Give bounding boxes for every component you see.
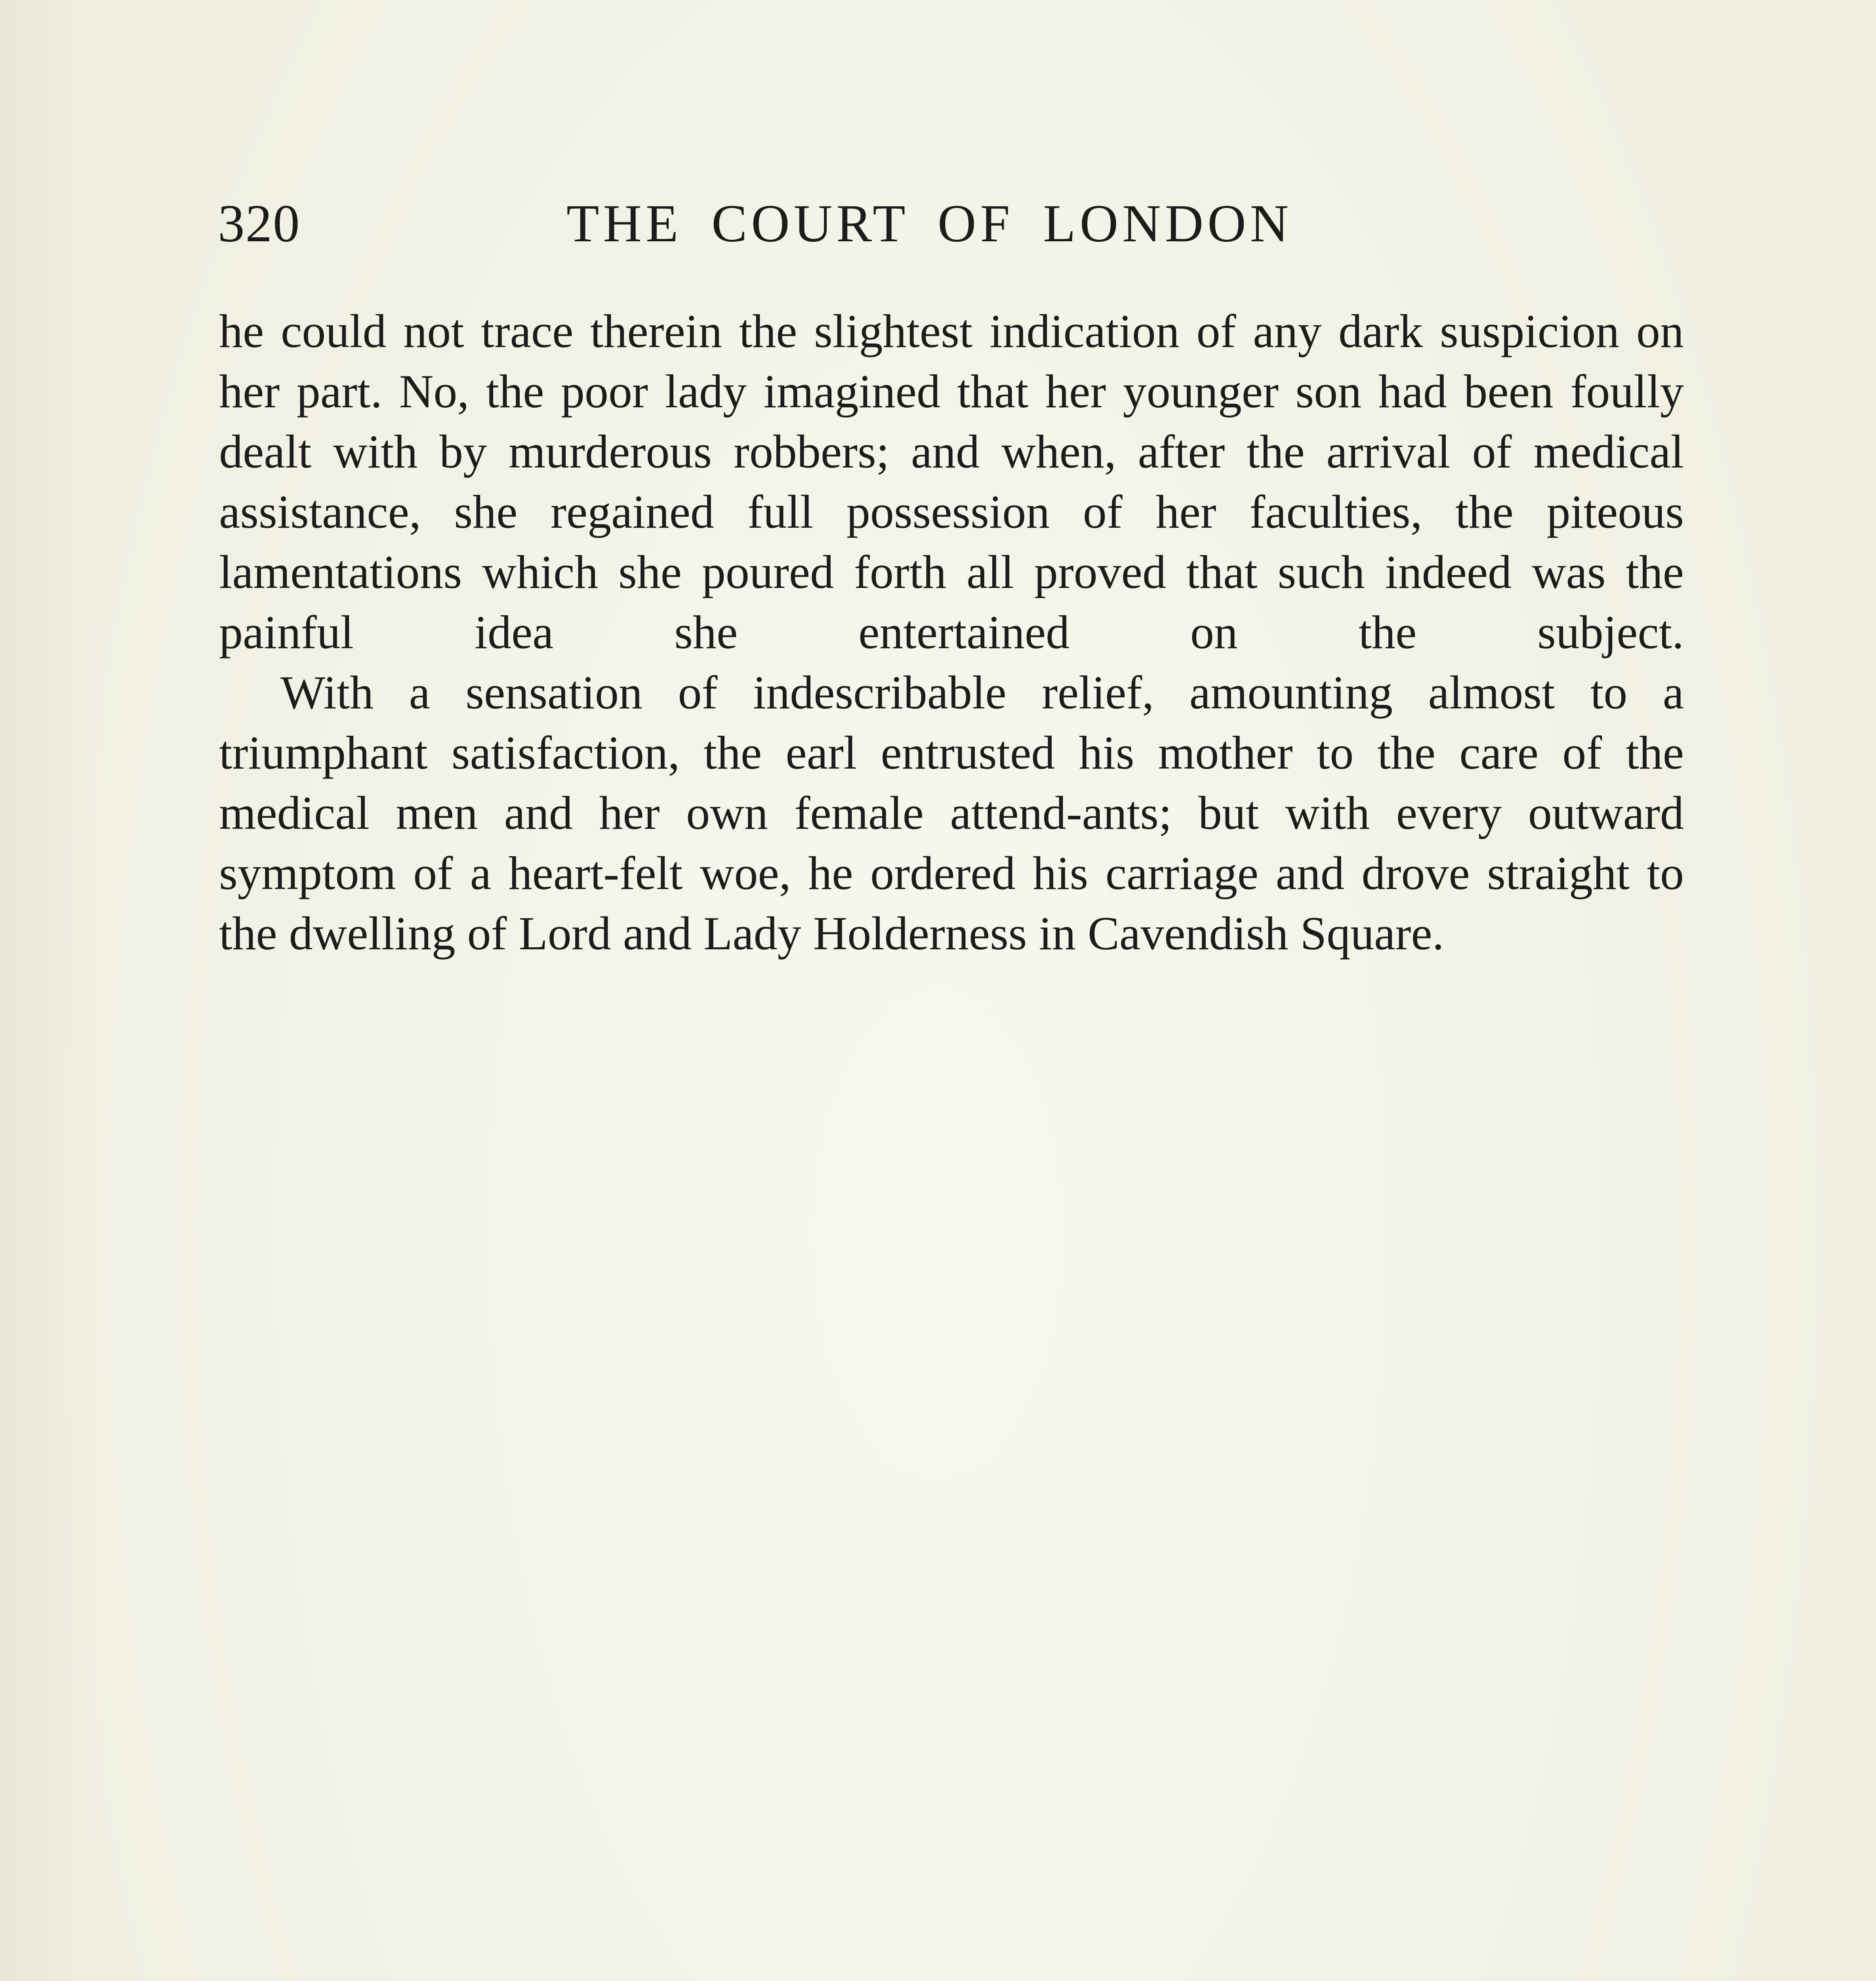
body-text (219, 301, 1684, 964)
running-title: THE COURT OF LONDON (566, 194, 1293, 253)
paragraph-earl-relief: With a sensation of indescribable relief, amounting almost to a triumphant satisfaction, the earl entrusted his mother to the care of the medical men and her own female attend-ants; but with every outward symptom of a heart-felt woe, he ordered his carriage and drove straight to the dwelling of Lord and Lady Holderness in Cavendish Square. (219, 666, 1684, 960)
paragraph-continued: he could not trace therein the slightest indication of any dark suspicion on her part. No, the poor lady imagined that her younger son had been foully dealt with by murderous robbers; and when, after the arrival of medical assistance, she regained full possession of her faculties, the piteous lamentations which she poured forth all proved that such indeed was the painful idea she entertained on the subject. (219, 305, 1684, 658)
running-header (218, 186, 1683, 261)
page-number: 320 (218, 194, 301, 253)
